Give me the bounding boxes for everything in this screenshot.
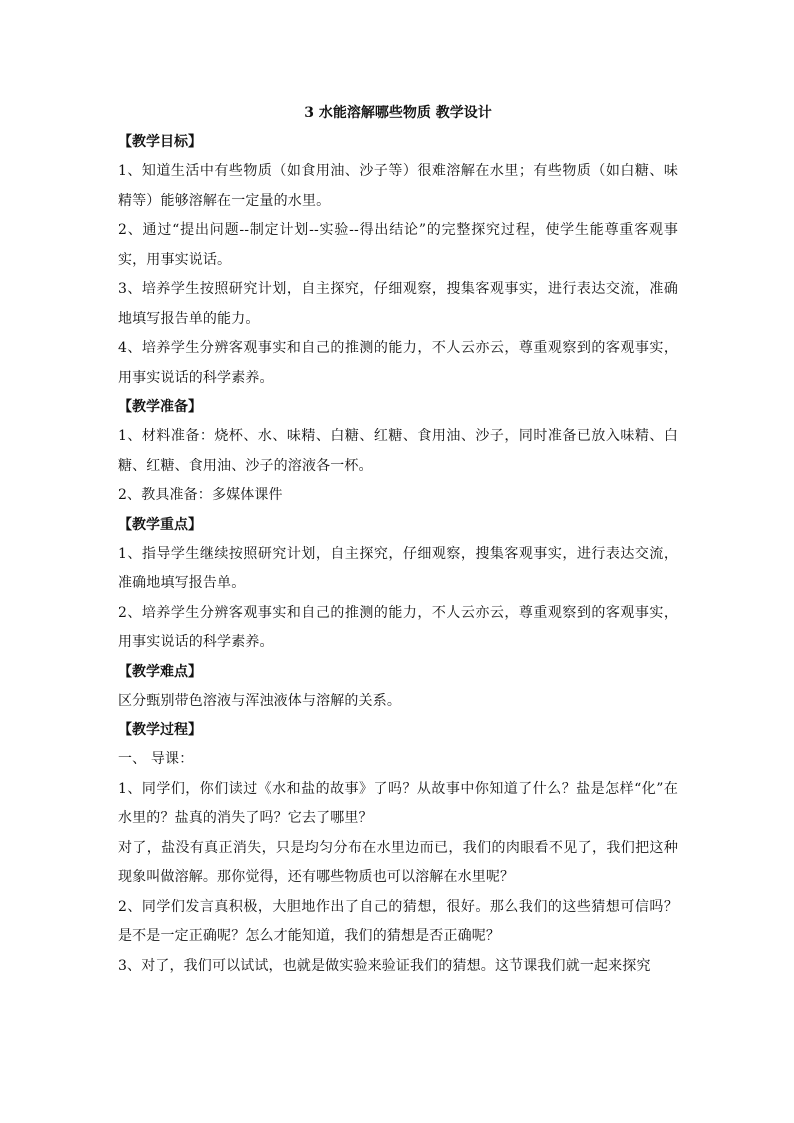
heading-teaching-difficulties: 【教学难点】 [118,663,202,680]
paragraph: 1、知道生活中有些物质（如食用油、沙子等）很难溶解在水里；有些物质（如白糖、味精等）能够溶解在一定量的水里。 [118,163,678,209]
paragraph: 2、同学们发言真积极，大胆地作出了自己的猜想，很好。那么我们的这些猜想可信吗？是不是一定正确呢？怎么才能知道，我们的猜想是否正确呢？ [118,898,678,944]
paragraph: 一、 导课： [118,751,194,767]
document-content [118,98,678,981]
heading-teaching-preparation: 【教学准备】 [118,399,202,415]
paragraph: 2、通过“提出问题--制定计划--实验--得出结论”的完整探究过程，使学生能尊重客观事实，用事实说话。 [118,222,678,268]
heading-teaching-key-points: 【教学重点】 [118,516,202,533]
heading-teaching-process: 【教学过程】 [118,722,202,738]
paragraph: 3、对了，我们可以试试，也就是做实验来验证我们的猜想。这节课我们就一起来探究 [118,957,651,974]
paragraph: 1、同学们，你们读过《水和盐的故事》了吗？从故事中你知道了什么？盐是怎样“化”在水里的？盐真的消失了吗？它去了哪里？ [118,780,678,826]
paragraph: 1、材料准备：烧杯、水、味精、白糖、红糖、食用油、沙子，同时准备已放入味精、白糖、红糖、食用油、沙子的溶液各一杯。 [118,428,678,474]
paragraph: 3、培养学生按照研究计划，自主探究，仔细观察，搜集客观事实，进行表达交流，准确地填写报告单的能力。 [118,281,678,327]
heading-teaching-goals: 【教学目标】 [118,134,202,150]
paragraph: 2、培养学生分辨客观事实和自己的推测的能力，不人云亦云，尊重观察到的客观事实，用事实说话的科学素养。 [118,604,678,650]
paragraph: 1、指导学生继续按照研究计划，自主探究，仔细观察，搜集客观事实，进行表达交流，准确地填写报告单。 [118,545,678,591]
paragraph: 对了，盐没有真正消失，只是均匀分布在水里边而已，我们的肉眼看不见了，我们把这种现象叫做溶解。那你觉得，还有哪些物质也可以溶解在水里呢？ [118,839,678,885]
paragraph: 4、培养学生分辨客观事实和自己的推测的能力，不人云亦云，尊重观察到的客观事实，用事实说话的科学素养。 [118,340,678,386]
document-title: 3 水能溶解哪些物质 教学设计 [304,105,492,121]
paragraph: 2、教具准备：多媒体课件 [118,487,283,503]
paragraph: 区分甄别带色溶液与浑浊液体与溶解的关系。 [118,692,401,709]
